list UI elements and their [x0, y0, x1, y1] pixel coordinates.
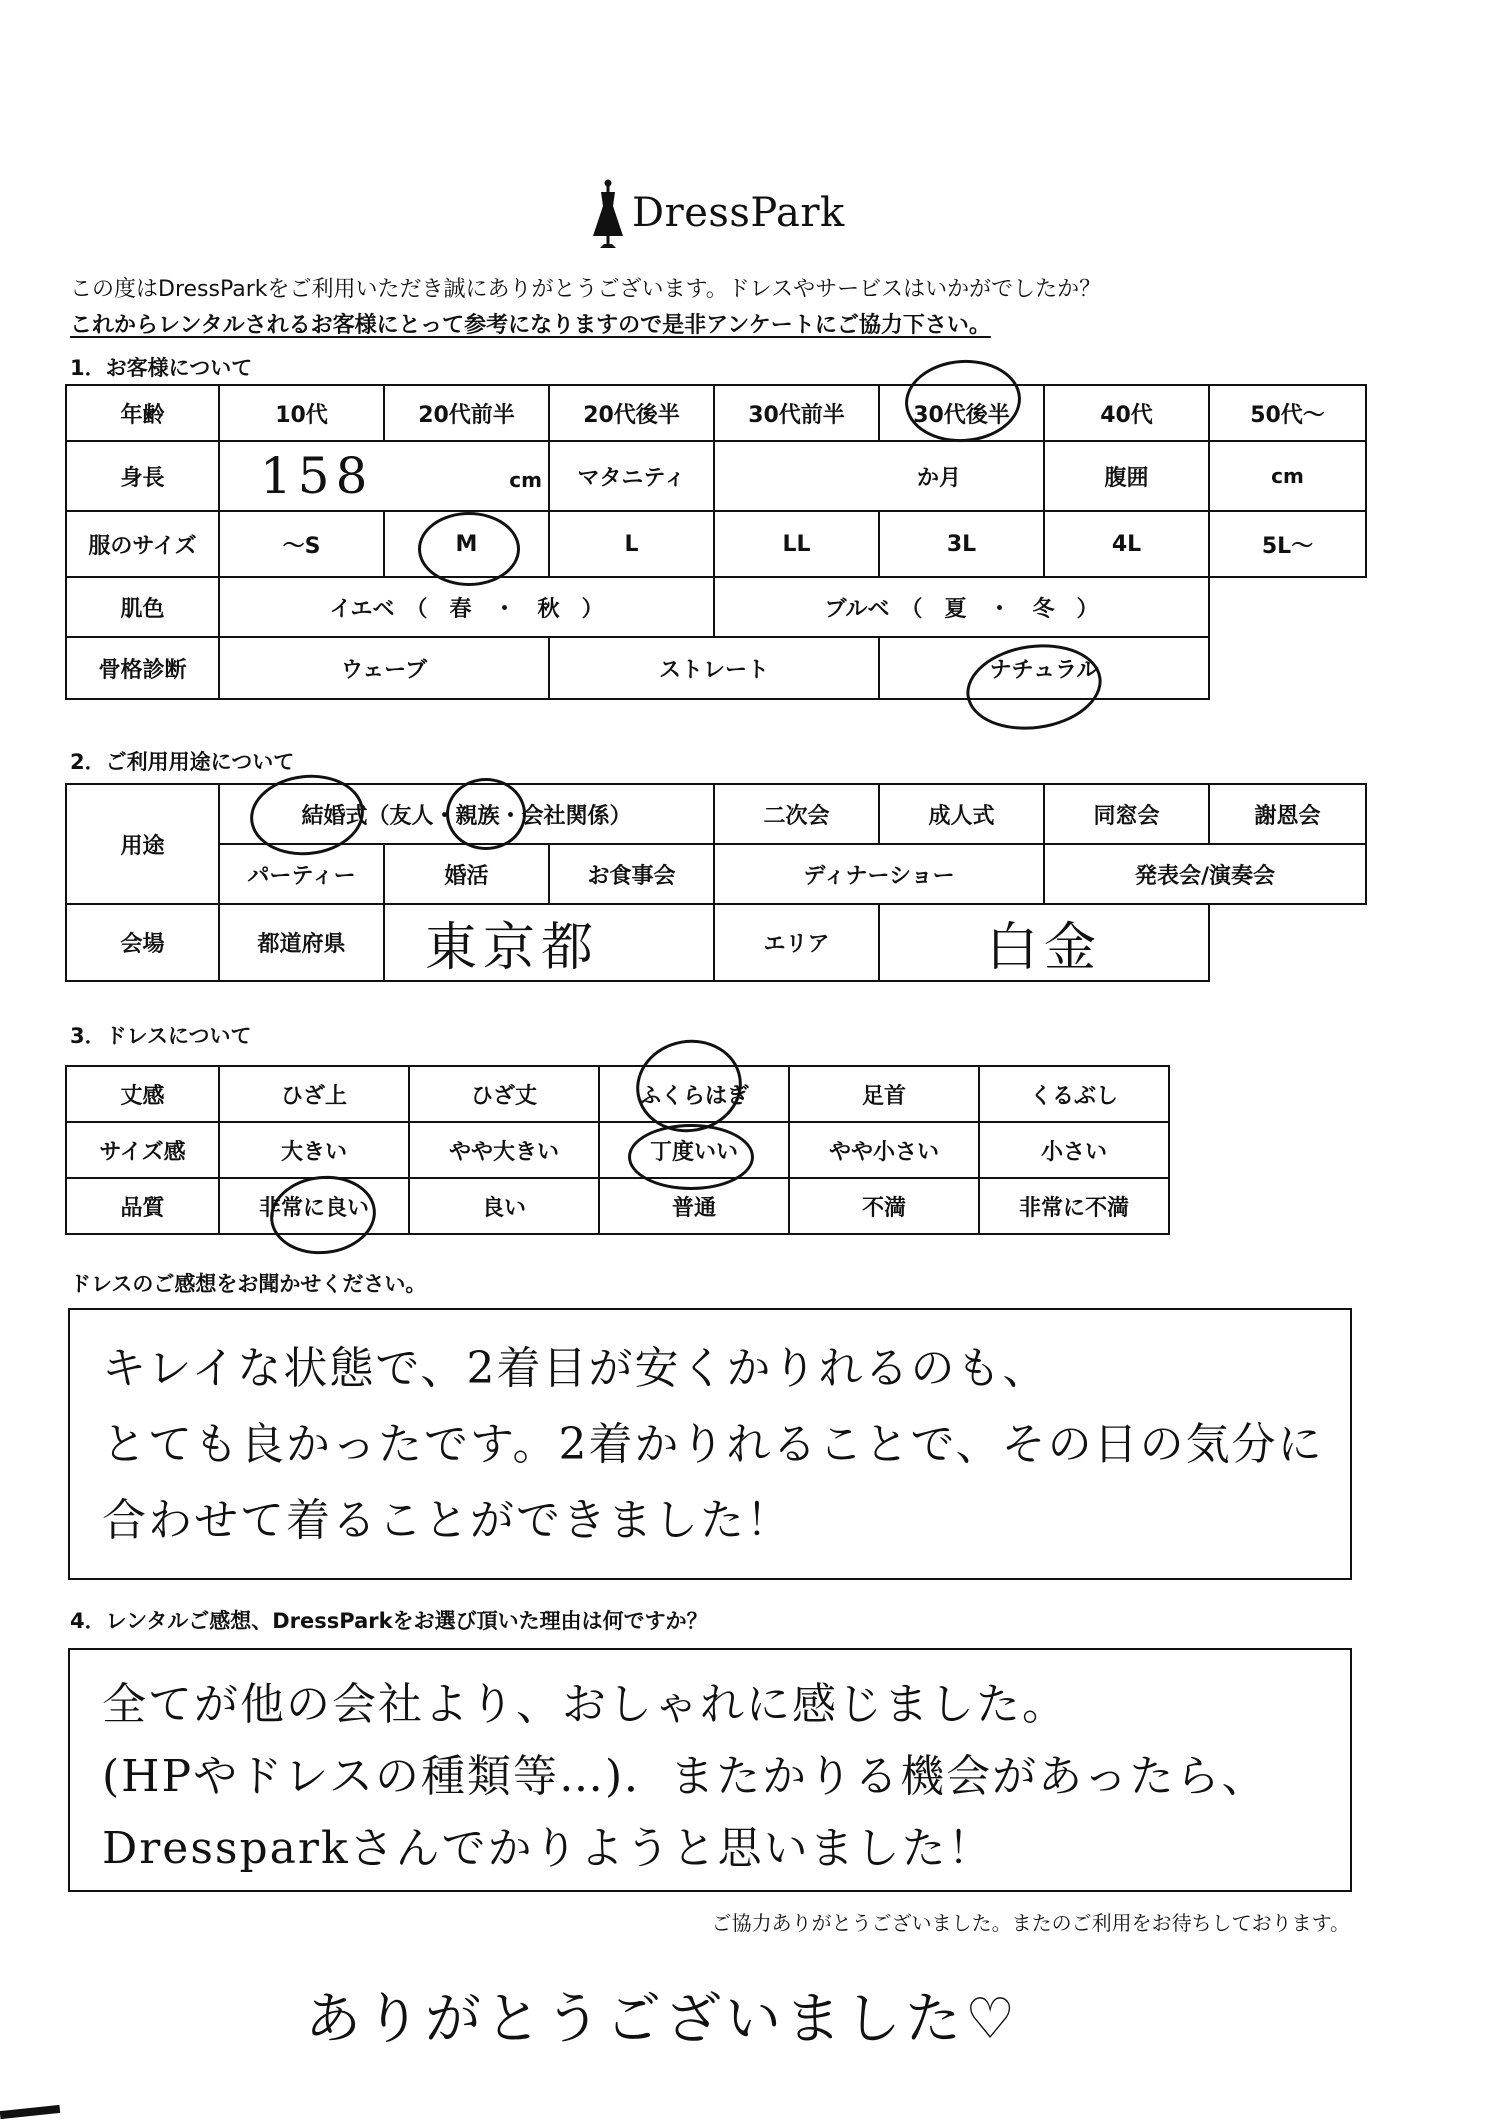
area-value: 白金	[985, 918, 1102, 978]
dress-table	[65, 1065, 1170, 1235]
usage-option[interactable]: ディナーショー	[714, 844, 1044, 904]
reason-line: Dressparkさんでかりようと思いました！	[102, 1823, 994, 1874]
length-label: 丈感	[66, 1066, 219, 1122]
quality-option-selected[interactable]: 非常に良い	[219, 1178, 409, 1234]
usage-label: 用途	[66, 784, 219, 904]
age-option[interactable]: 20代後半	[549, 385, 714, 441]
frame-option[interactable]: ストレート	[549, 637, 879, 699]
length-option[interactable]: くるぶし	[979, 1066, 1169, 1122]
frame-row	[66, 637, 1366, 699]
size-option[interactable]: ～S	[219, 511, 384, 577]
closing-message: ご協力ありがとうございました。またのご利用をお待ちしております。	[711, 1911, 1350, 1935]
age-option[interactable]: 10代	[219, 385, 384, 441]
handwritten-thanks: ありがとうございました♡	[305, 1987, 1020, 2052]
maternity-unit: か月	[916, 465, 961, 491]
age-option[interactable]: 30代前半	[714, 385, 879, 441]
skin-blue-option[interactable]: ブルベ （ 夏 ・ 冬 ）	[714, 577, 1209, 637]
waist-label: 腹囲	[1044, 441, 1209, 511]
reason-line: (HPやドレスの種類等…)．またかりる機会があったら、	[102, 1751, 1268, 1802]
brand-logo	[590, 178, 850, 258]
height-unit: cm	[509, 468, 542, 492]
intro-line-2: これからレンタルされるお客様にとって参考になりますので是非アンケートにご協力下さい。	[70, 313, 991, 338]
dress-icon	[590, 178, 626, 250]
reason-line: 全てが他の会社より、おしゃれに感じました。	[102, 1679, 1068, 1730]
intro-line-1: この度はDressParkをご利用いただき誠にありがとうございます。ドレスやサービスはいかがでしたか？	[70, 277, 1102, 302]
quality-option[interactable]: 普通	[599, 1178, 789, 1234]
usage-option[interactable]: 婚活	[384, 844, 549, 904]
quality-option[interactable]: 非常に不満	[979, 1178, 1169, 1234]
size-option-selected[interactable]: M	[384, 511, 549, 577]
impression-prompt: ドレスのご感想をお聞かせください。	[70, 1272, 427, 1296]
maternity-label: マタニティ	[549, 441, 714, 511]
prefecture-value: 東京都	[425, 918, 600, 978]
usage-option[interactable]: 成人式	[879, 784, 1044, 844]
impression-line: キレイな状態で、2着目が安くかりれるのも、	[102, 1343, 1049, 1394]
quality-row	[66, 1178, 1169, 1234]
usage-option[interactable]: 二次会	[714, 784, 879, 844]
usage-row-2	[66, 844, 1366, 904]
skin-label: 肌色	[66, 577, 219, 637]
length-option[interactable]: 足首	[789, 1066, 979, 1122]
age-option[interactable]: 20代前半	[384, 385, 549, 441]
area-field[interactable]	[879, 904, 1209, 981]
length-option[interactable]: ひざ丈	[409, 1066, 599, 1122]
age-row	[66, 385, 1366, 441]
waist-unit: cm	[1271, 463, 1304, 488]
section-4-title: 4．レンタルご感想、DressParkをお選び頂いた理由は何ですか？	[70, 1609, 708, 1633]
height-label: 身長	[66, 441, 219, 511]
venue-label: 会場	[66, 904, 219, 981]
prefecture-label: 都道府県	[219, 904, 384, 981]
maternity-field[interactable]	[714, 441, 1044, 511]
usage-table	[65, 783, 1367, 982]
size-option[interactable]: L	[549, 511, 714, 577]
venue-row	[66, 904, 1366, 981]
usage-option[interactable]: パーティー	[219, 844, 384, 904]
area-label: エリア	[714, 904, 879, 981]
size-option[interactable]: 5L～	[1209, 511, 1366, 577]
usage-row-1	[66, 784, 1366, 844]
fit-row	[66, 1122, 1169, 1178]
wedding-option[interactable]: 結婚式（友人・親族・会社関係）	[219, 784, 714, 844]
quality-option[interactable]: 良い	[409, 1178, 599, 1234]
quality-option[interactable]: 不満	[789, 1178, 979, 1234]
impression-textarea[interactable]	[68, 1308, 1352, 1580]
height-value: 158	[260, 447, 374, 505]
fit-option[interactable]: 小さい	[979, 1122, 1169, 1178]
usage-option[interactable]: 謝恩会	[1209, 784, 1366, 844]
prefecture-field[interactable]	[384, 904, 714, 981]
usage-option[interactable]: 同窓会	[1044, 784, 1209, 844]
usage-option[interactable]: 発表会/演奏会	[1044, 844, 1366, 904]
brand-name: DressPark	[632, 190, 845, 236]
height-field[interactable]	[219, 441, 549, 511]
fit-option[interactable]: やや大きい	[409, 1122, 599, 1178]
length-option-selected[interactable]: ふくらはぎ	[599, 1066, 789, 1122]
frame-option-selected[interactable]: ナチュラル	[879, 637, 1209, 699]
skin-row	[66, 577, 1366, 637]
frame-option[interactable]: ウェーブ	[219, 637, 549, 699]
height-row	[66, 441, 1366, 511]
size-row	[66, 511, 1366, 577]
size-option[interactable]: 3L	[879, 511, 1044, 577]
frame-label: 骨格診断	[66, 637, 219, 699]
size-option[interactable]: 4L	[1044, 511, 1209, 577]
usage-option[interactable]: お食事会	[549, 844, 714, 904]
size-label: 服のサイズ	[66, 511, 219, 577]
reason-textarea[interactable]	[68, 1648, 1352, 1892]
fit-option[interactable]: 大きい	[219, 1122, 409, 1178]
section-2-title: 2．ご利用用途について	[70, 750, 295, 774]
age-option[interactable]: 40代	[1044, 385, 1209, 441]
length-option[interactable]: ひざ上	[219, 1066, 409, 1122]
scan-mark	[0, 2105, 60, 2119]
age-option-selected[interactable]: 30代後半	[879, 385, 1044, 441]
size-option[interactable]: LL	[714, 511, 879, 577]
section-1-title: 1．お客様について	[70, 356, 253, 380]
waist-field[interactable]	[1209, 441, 1366, 511]
quality-label: 品質	[66, 1178, 219, 1234]
impression-line: 合わせて着ることができました！	[102, 1495, 792, 1546]
customer-table	[65, 384, 1367, 700]
section-3-title: 3．ドレスについて	[70, 1024, 252, 1048]
length-row	[66, 1066, 1169, 1122]
fit-option[interactable]: やや小さい	[789, 1122, 979, 1178]
impression-line: とても良かったです。2着かりれることで、その日の気分に	[102, 1419, 1324, 1470]
fit-option-selected[interactable]: 丁度いい	[599, 1122, 789, 1178]
age-option[interactable]: 50代～	[1209, 385, 1366, 441]
skin-yellow-option[interactable]: イエベ （ 春 ・ 秋 ）	[219, 577, 714, 637]
age-label: 年齢	[66, 385, 219, 441]
fit-label: サイズ感	[66, 1122, 219, 1178]
